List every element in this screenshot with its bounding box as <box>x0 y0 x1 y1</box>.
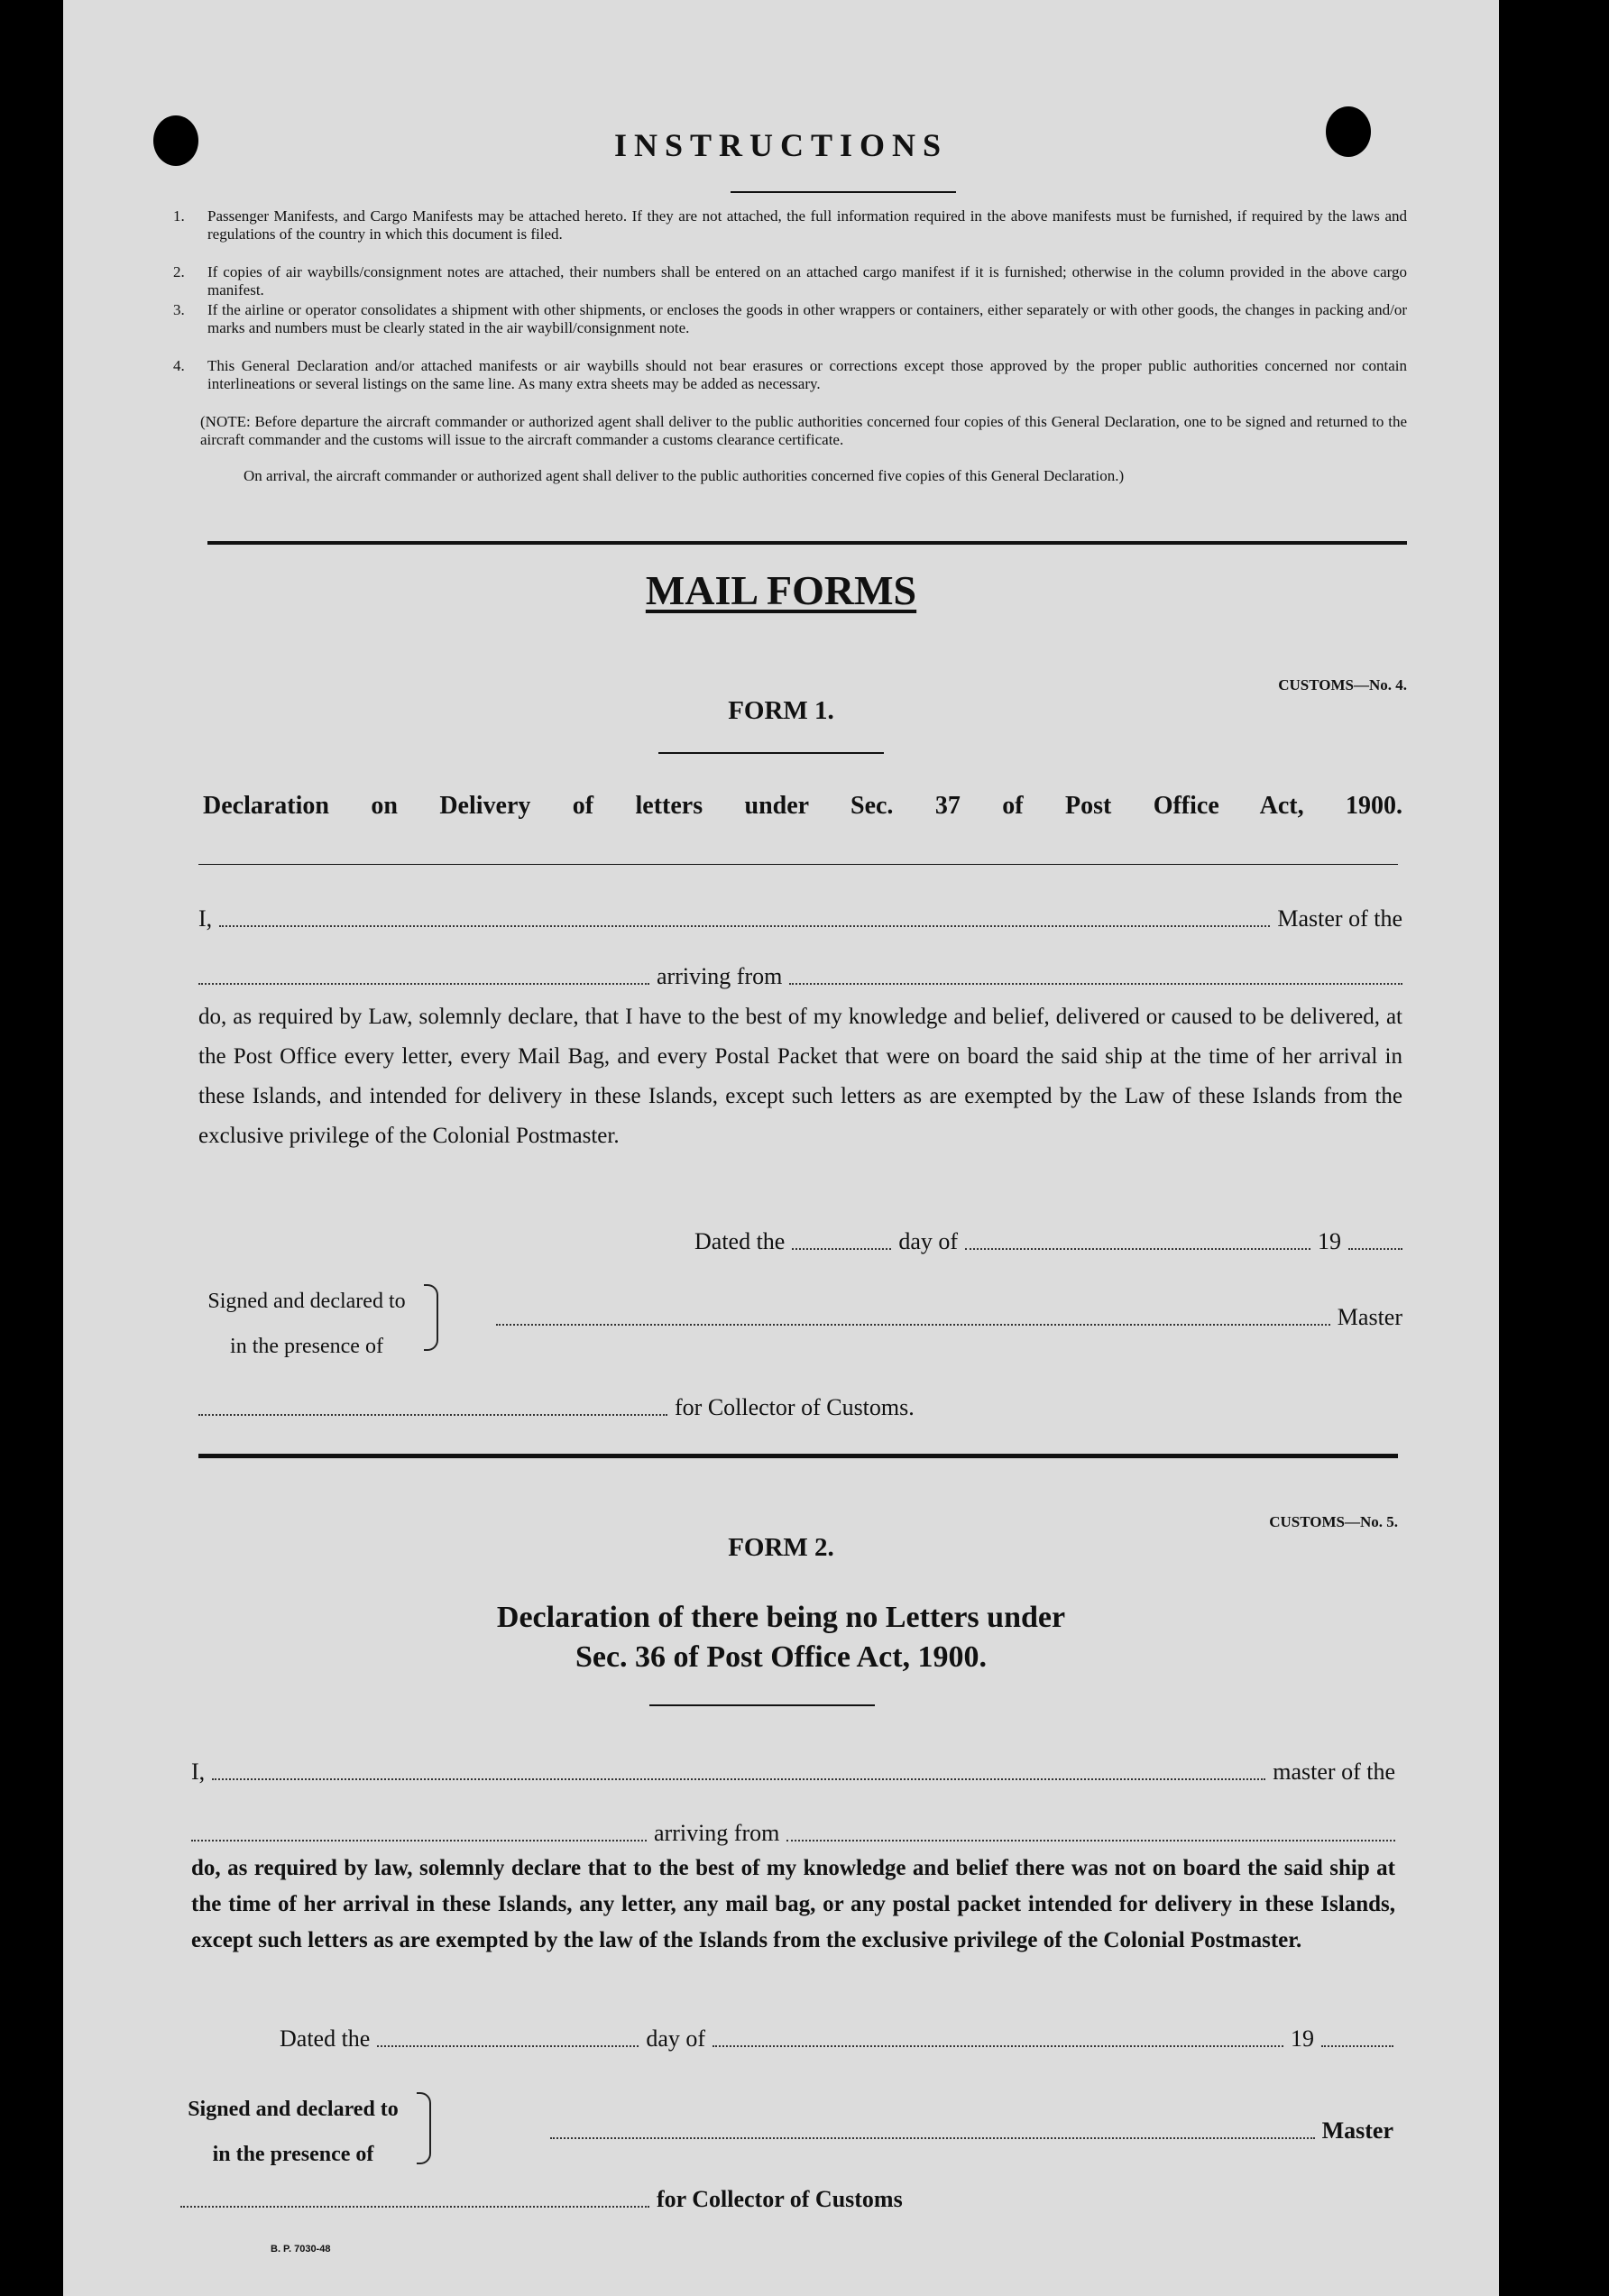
form2-collector-line <box>180 2186 1037 2213</box>
instruction-item-2 <box>173 263 1407 299</box>
instruction-item-4 <box>173 357 1407 393</box>
form1-day-field[interactable] <box>792 1247 891 1250</box>
form2-heading-rule <box>649 1704 875 1706</box>
form2-dated-the: Dated the <box>280 2025 371 2052</box>
form1-heading-rule <box>198 864 1398 865</box>
form1-i-label: I, <box>198 905 213 932</box>
form1-master-name-field[interactable] <box>219 924 1270 927</box>
form2-collector-signature-field[interactable] <box>180 2205 649 2208</box>
form1-dated-the: Dated the <box>694 1228 786 1254</box>
form2-name-line <box>191 1759 1395 1786</box>
form2-body: do, as required by law, solemnly declare that to the best of my knowledge and belief there was not on board the said ship at the time of her arrival in these Islands, any letter, any mail bag, or any postal packet intended for delivery in these Islands, except such letters as are exempted by the law of the Islands from the exclusive privilege of the Colonial Postmaster. <box>191 1856 1395 1952</box>
form1-name-line <box>198 905 1402 932</box>
instruction-text: If the airline or operator consolidates a shipment with other shipments, or encloses the goods in other wrappers or containers, either separately or with other goods, the changes in packing and/or marks and numbers must be clearly stated in the air waybill/consignment note. <box>207 301 1407 336</box>
instruction-text: Passenger Manifests, and Cargo Manifests may be attached hereto. If they are not attached, the full information required in the above manifests must be furnished, if required by the laws and regulations of the country in which this document is filed. <box>207 207 1407 243</box>
form2-origin-field[interactable] <box>786 1839 1395 1841</box>
form2-master-of-the: master of the <box>1273 1759 1395 1785</box>
form1-arriving-from: arriving from <box>657 963 783 989</box>
form2-i-label: I, <box>191 1759 206 1785</box>
form2-signed-block <box>180 2087 406 2177</box>
form2-signed-label-1: Signed and declared to <box>188 2098 399 2121</box>
instruction-number: 3. <box>173 301 185 318</box>
form1-day-of: day of <box>898 1228 959 1254</box>
form2-signed-label-2: in the presence of <box>212 2143 374 2166</box>
form2-month-field[interactable] <box>713 2044 1283 2047</box>
document-page <box>63 0 1499 2296</box>
form2-heading-line-2: Sec. 36 of Post Office Act, 1900. <box>575 1640 988 1674</box>
form2-year-prefix: 19 <box>1291 2025 1314 2052</box>
form1-master-label: Master <box>1337 1304 1402 1330</box>
form2-heading-line-1: Declaration of there being no Letters under <box>496 1601 1066 1634</box>
form1-master-of-the: Master of the <box>1277 905 1402 932</box>
form2-ship-name-field[interactable] <box>191 1839 647 1841</box>
form1-brace <box>424 1284 438 1351</box>
form1-year-prefix: 19 <box>1318 1228 1341 1254</box>
instruction-item-3 <box>173 301 1407 337</box>
form1-arriving-line <box>198 963 1402 990</box>
instructions-rule <box>731 191 956 193</box>
instruction-number: 1. <box>173 207 185 225</box>
form2-day-of: day of <box>646 2025 706 2052</box>
form2-year-field[interactable] <box>1321 2044 1393 2047</box>
form1-ship-name-field[interactable] <box>198 982 649 985</box>
instruction-text: This General Declaration and/or attached manifests or air waybills should not bear erasures or corrections except those approved by the proper public authorities concerned nor contain interlineations or several listings on the same line. As many extra sheets may be added as necessary. <box>207 357 1407 392</box>
form1-title-rule <box>658 752 884 754</box>
form1-body: do, as required by Law, solemnly declare, that I have to the best of my knowledge and belief, delivered or caused to be delivered, at the Post Office every letter, every Mail Bag, and every Postal Packet that were on board the said ship at the time of her arrival in these Islands, and intended for delivery in these Islands, except such letters as are exempted by the Law of these Islands from the exclusive privilege of the Colonial Postmaster. <box>198 1005 1402 1148</box>
instruction-note: (NOTE: Before departure the aircraft commander or authorized agent shall deliver to the public authorities concerned four copies of this General Declaration, one to be signed and returned to the aircraft commander and the customs will issue to the aircraft commander a customs clearance certificate. <box>200 413 1407 448</box>
form1-master-sign-line <box>496 1304 1402 1331</box>
form1-collector-line <box>198 1394 1100 1421</box>
instruction-text: If copies of air waybills/consignment notes are attached, their numbers shall be entered on an attached cargo manifest if it is furnished; otherwise in the column provided in the above cargo manifest. <box>207 263 1407 298</box>
form1-master-signature-field[interactable] <box>496 1323 1330 1326</box>
form2-arriving-from: arriving from <box>654 1820 780 1846</box>
form2-dated-line <box>280 2025 1393 2053</box>
instruction-number: 4. <box>173 357 185 374</box>
form1-collector-label: for Collector of Customs. <box>675 1394 915 1420</box>
form1-origin-field[interactable] <box>789 982 1402 985</box>
form1-signed-block <box>198 1279 415 1369</box>
form1-heading: Declaration on Delivery of letters under Sec. 37 of Post Office Act, 1900. <box>203 792 1402 820</box>
form2-title: FORM 2. <box>728 1533 834 1562</box>
form2-master-label: Master <box>1321 2117 1393 2144</box>
form1-signed-label-2: in the presence of <box>230 1335 383 1358</box>
form1-month-field[interactable] <box>965 1247 1310 1250</box>
instructions-title: INSTRUCTIONS <box>613 127 949 163</box>
form1-customs-number: CUSTOMS—No. 4. <box>1278 676 1407 693</box>
form2-customs-number: CUSTOMS—No. 5. <box>1269 1513 1398 1530</box>
form2-master-sign-line <box>550 2117 1393 2144</box>
form2-collector-label: for Collector of Customs <box>657 2186 903 2212</box>
form1-dated-line <box>694 1228 1402 1255</box>
form1-year-field[interactable] <box>1348 1247 1402 1250</box>
form1-collector-signature-field[interactable] <box>198 1413 667 1416</box>
form-divider <box>198 1454 1398 1458</box>
instruction-item-1 <box>173 207 1407 243</box>
form1-title: FORM 1. <box>728 696 834 725</box>
mail-forms-title: MAIL FORMS <box>645 567 917 613</box>
form2-day-field[interactable] <box>377 2044 639 2047</box>
form2-master-signature-field[interactable] <box>550 2136 1315 2139</box>
form2-brace <box>417 2092 431 2164</box>
form2-heading <box>63 1598 1499 1677</box>
section-divider <box>207 541 1407 545</box>
form2-arriving-line <box>191 1820 1395 1847</box>
footer-print-code: B. P. 7030-48 <box>271 2244 331 2255</box>
form2-master-name-field[interactable] <box>212 1777 1265 1780</box>
form1-signed-label-1: Signed and declared to <box>207 1290 406 1313</box>
instruction-note-arrival: On arrival, the aircraft commander or authorized agent shall deliver to the public authorities concerned five copies of this General Declaration.) <box>244 467 1125 484</box>
instruction-number: 2. <box>173 263 185 280</box>
